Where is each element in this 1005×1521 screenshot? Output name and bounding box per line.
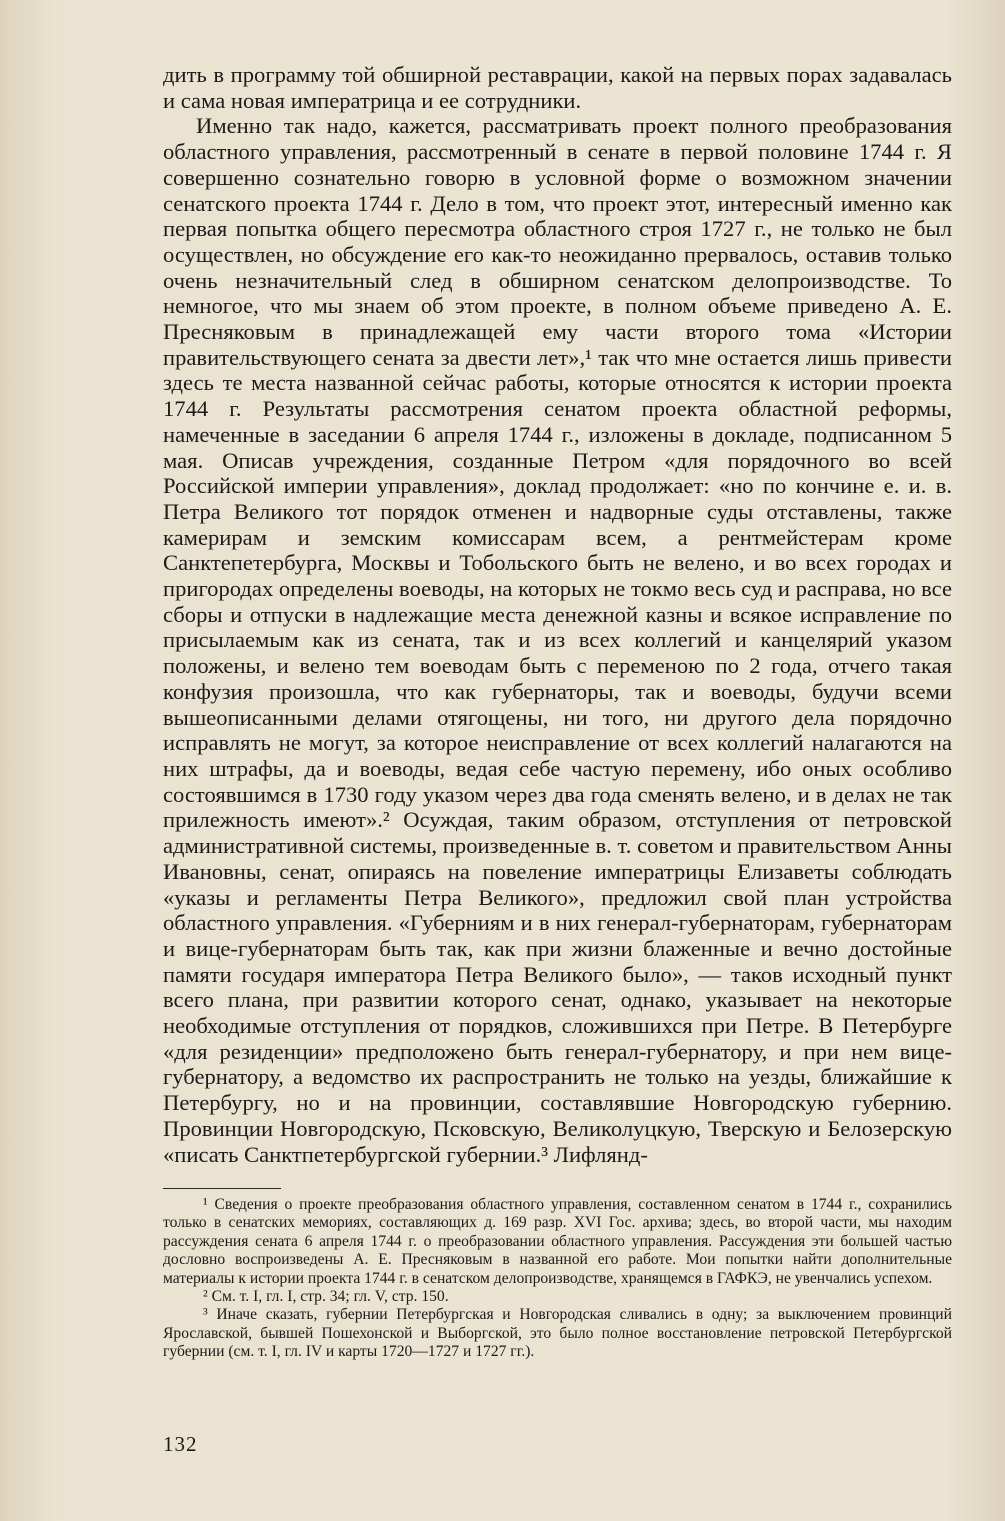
footnote-separator [163, 1188, 281, 1189]
paragraph-continuation: дить в программу той обширной реставрации, какой на первых порах задавалась и сама новая императрица и ее сотрудники. [163, 62, 952, 113]
footnote-1: ¹ Сведения о проекте преобразования областного управления, составленном сенатом в 1744 г., сохранились только в сенатских мемориях, составляющих д. 169 разр. XVI Гос. архива; здесь, во второй части, мы находим рассуждения сената 6 апреля 1744 г. о преобразовании областного управления. Рассуждения эти большей частью дословно воспроизведены А. Е. Пресняковым в названной его работе. Мои попытки найти дополнительные материалы к истории проекта 1744 г. в сенатском делопроизводстве, хранящемся в ГАФКЭ, не увенчались успехом. [163, 1196, 952, 1287]
footnote-2: ² См. т. I, гл. I, стр. 34; гл. V, стр. 150. [203, 1288, 449, 1306]
main-text [163, 62, 952, 1167]
paragraph-main: Именно так надо, кажется, рассматривать проект полного преобразования областного управления, рассмотренный в сенате в первой половине 1744 г. Я совершенно сознательно говорю в условной форме о возможном значении сенатского проекта 1744 г. Дело в том, что проект этот, интересный именно как первая попытка общего пересмотра областного строя 1727 г., не только не был осуществлен, но обсуждение его как-то неожиданно прервалось, оставив только очень незначительный след в обширном сенатском делопроизводстве. То немногое, что мы знаем об этом проекте, в полном объеме приведено А. Е. Пресняковым в принадлежащей ему части второго тома «Истории правительствующего сената за двести лет»,¹ так что мне остается лишь привести здесь те места названной сейчас работы, которые относятся к истории проекта 1744 г. Результаты рассмотрения сенатом проекта областной реформы, намеченные в заседании 6 апреля 1744 г., изложены в докладе, подписанном 5 мая. Описав учреждения, созданные Петром «для порядочного во всей Российской империи управления», доклад продолжает: «но по кончине е. и. в. Петра Великого тот порядок отменен и надворные суды отставлены, также камерирам и земским комиссарам всем, а рентмейстерам кроме Санктепетербурга, Москвы и Тобольского быть не велено, и во всех городах и пригородах определены воеводы, на которых не токмо весь суд и расправа, но все сборы и отпуски в надлежащие места денежной казны и всякое исправление по присылаемым как из сената, так и из всех коллегий и канцелярий указом положены, и велено тем воеводам быть с переменою по 2 года, отчего такая конфузия произошла, что как губернаторы, так и воеводы, будучи всеми вышеописанными делами отягощены, ни того, ни другого дела порядочно исправлять не могут, за которое неисправление от всех коллегий налагаются на них штрафы, да и воеводы, ведая себе частую перемену, ибо оных особливо состоявшимся в 1730 году указом через два года сменять велено, и в делах не так прилежность имеют».² Осуждая, таким образом, отступления от петровской административной системы, произведенные в. т. советом и правительством Анны Ивановны, сенат, опираясь на повеление императрицы Елизаветы соблюдать «указы и регламенты Петра Великого», предложил свой план устройства областного управления. «Губерниям и в них генерал-губернаторам, губернаторам и вице-губернаторам быть так, как при жизни блаженные и вечно достойные памяти государя императора Петра Великого было», — таков исходный пункт всего плана, при развитии которого сенат, однако, указывает на некоторые необходимые отступления от порядков, сложившихся при Петре. В Петербурге «для резиденции» предположено быть генерал-губернатору, и при нем вице-губернатору, а ведомство их распространить не только на уезды, ближайшие к Петербургу, но и на провинции, составлявшие Новгородскую губернию. Провинции Новгородскую, Псковскую, Великолуцкую, Тверскую и Белозерскую «писать Санктпетербургской губернии.³ Лифлянд- [163, 113, 953, 1167]
footnote-3: ³ Иначе сказать, губернии Петербургская и Новгородская сливались в одну; за выключением провинций Ярославской, бывшей Пошехонской и Выборгской, это было полное восстановление петровской Петербургской губернии (см. т. I, гл. IV и карты 1720—1727 и 1727 гг.). [163, 1306, 952, 1361]
page-number: 132 [163, 1432, 198, 1456]
footnotes [163, 1196, 952, 1362]
